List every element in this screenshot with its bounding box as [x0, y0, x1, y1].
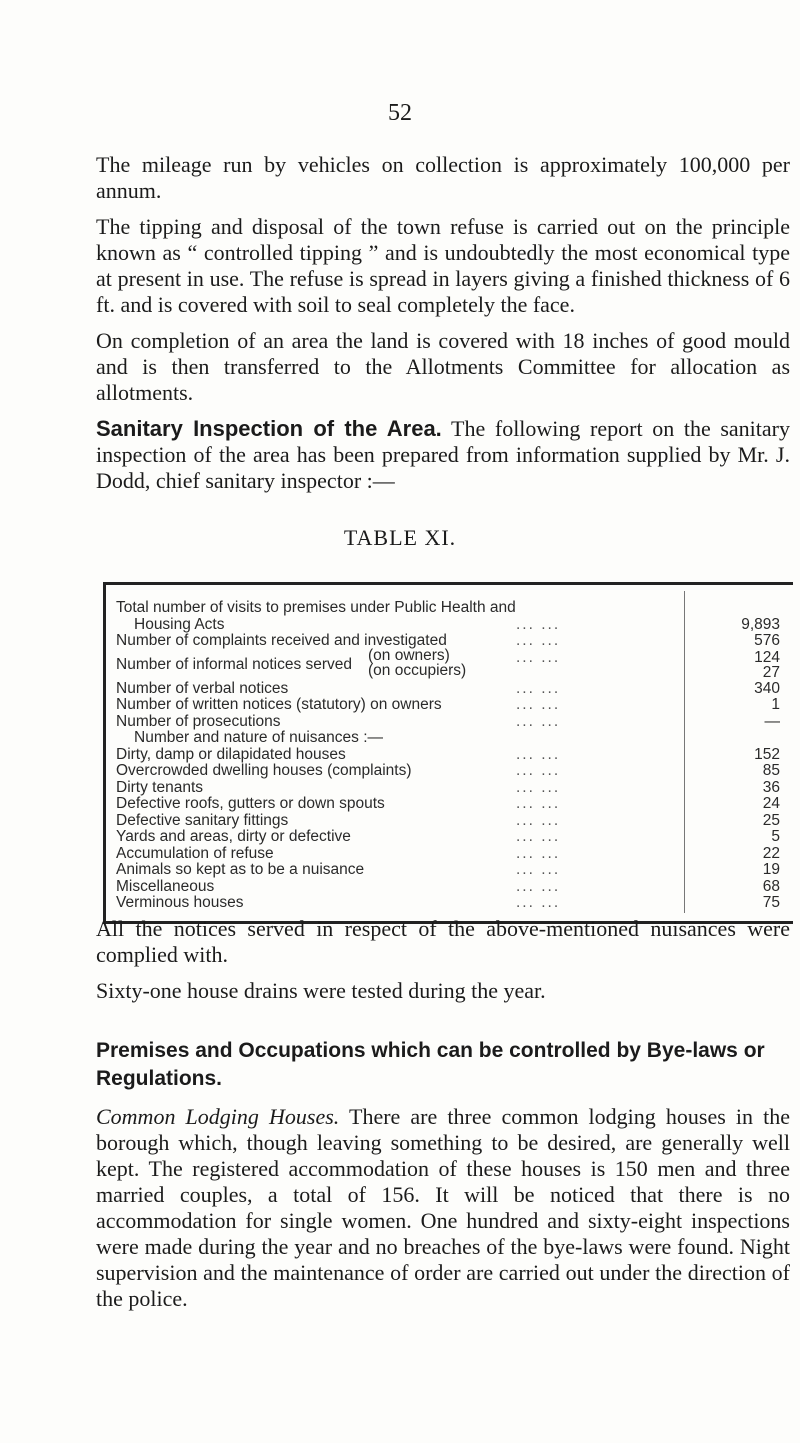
table-row — [116, 812, 786, 829]
row-label: Defective roofs, gutters or down spouts — [116, 795, 385, 812]
table-row — [116, 828, 786, 845]
paragraph-tipping: The tipping and disposal of the town refuse is carried out on the principle known as “ controlled tipping ” and is undoubtedly the most economical type at present in use. The refuse is spread in layers giving a finished thickness of 6 ft. and is covered with soil to seal completely the face. — [96, 214, 790, 317]
table-row — [116, 696, 786, 713]
leader-dots: ... ... — [516, 811, 561, 829]
premises-heading: Premises and Occupations which can be controlled by Bye-laws or Regulations. — [96, 1039, 765, 1090]
brace-group — [368, 646, 467, 679]
table-row — [116, 762, 786, 779]
row-value: 85 — [762, 762, 780, 779]
row-value: 340 — [754, 679, 780, 697]
brace-occupiers: (on occupiers) — [368, 661, 467, 679]
lodging-houses-heading: Common Lodging Houses. — [96, 1104, 340, 1129]
row-label: Number of complaints received and investigated — [116, 632, 447, 649]
row-value: 36 — [762, 778, 780, 796]
row-value: 576 — [754, 632, 780, 649]
row-label: Overcrowded dwelling houses (complaints) — [116, 762, 412, 779]
row-value: 68 — [762, 877, 780, 895]
leader-dots: ... ... — [516, 861, 561, 878]
paragraph-lodging-houses — [96, 1104, 790, 1312]
paragraph-sanitary-inspection — [96, 416, 790, 494]
row-label: Number of written notices (statutory) on owners — [116, 696, 442, 713]
leader-dots: ... ... — [516, 632, 561, 649]
row-label: Housing Acts — [134, 615, 225, 633]
table-row — [116, 680, 786, 697]
leader-dots: ... ... — [516, 894, 561, 911]
leader-dots: ... ... — [516, 828, 561, 845]
row-label: Number of prosecutions — [116, 712, 281, 730]
table-row — [116, 632, 786, 649]
row-label: Total number of visits to premises under Public Health and — [116, 599, 516, 616]
table-title: TABLE XI. — [343, 525, 457, 550]
row-label: Verminous houses — [116, 894, 244, 911]
row-label: Dirty, damp or dilapidated houses — [116, 745, 346, 763]
table-row — [116, 894, 786, 911]
table-row — [116, 599, 786, 616]
leader-dots: ... ... — [516, 762, 561, 779]
sanitary-inspection-heading: Sanitary Inspection of the Area. — [96, 416, 442, 441]
leader-dots: ... ... — [516, 615, 561, 633]
table-xi — [103, 582, 793, 924]
leader-dots: ... ... — [516, 648, 561, 666]
leader-dots: ... ... — [516, 844, 561, 862]
row-value: 152 — [754, 745, 780, 763]
row-value: 25 — [762, 811, 780, 829]
leader-dots: ... ... — [516, 745, 561, 763]
row-value: 22 — [762, 844, 780, 862]
row-label: Yards and areas, dirty or defective — [116, 828, 351, 845]
leader-dots: ... ... — [516, 712, 561, 730]
brace-owners: (on owners) — [368, 646, 450, 664]
leader-dots: ... ... — [516, 877, 561, 895]
table-body — [106, 585, 793, 921]
row-label: Accumulation of refuse — [116, 844, 274, 862]
row-value: 5 — [771, 828, 780, 845]
table-row — [116, 845, 786, 862]
row-value: — — [764, 712, 780, 730]
table-row — [116, 746, 786, 763]
table-row — [116, 779, 786, 796]
row-value: 75 — [762, 894, 780, 911]
row-label: Dirty tenants — [116, 778, 204, 796]
row-value: 24 — [762, 795, 780, 812]
row-value-secondary: 27 — [762, 663, 780, 681]
table-row — [116, 616, 786, 633]
table-row — [116, 729, 786, 746]
table-row — [116, 713, 786, 730]
lodging-houses-body: There are three common lodging houses in the borough which, though leaving something to be desired, are generally well kept. The registered accommodation of these houses is 150 men and three married couples, a total of 156. It will be noticed that there is no accommodation for single women. One hundred and sixty-eight inspections were made during the year and no breaches of the bye-laws were found. Night supervision and the maintenance of order are carried out under the direction of the police. — [96, 1104, 790, 1311]
page-number: 52 — [388, 100, 412, 126]
table-row — [116, 795, 786, 812]
row-label: Number of verbal notices — [116, 679, 289, 697]
row-label: Defective sanitary fittings — [116, 811, 289, 829]
leader-dots: ... ... — [516, 795, 561, 812]
table-row — [116, 646, 786, 681]
row-value: 1 — [771, 696, 780, 713]
table-row — [116, 878, 786, 895]
row-label: Number of informal notices served — [116, 655, 353, 673]
row-label: Number and nature of nuisances :— — [134, 729, 383, 746]
row-label: Animals so kept as to be a nuisance — [116, 861, 365, 878]
leader-dots: ... ... — [516, 679, 561, 697]
leader-dots: ... ... — [516, 696, 561, 713]
row-value: 19 — [762, 861, 780, 878]
paragraph-drains: Sixty-one house drains were tested during the year. — [96, 978, 546, 1003]
row-value: 124 — [754, 648, 780, 666]
paragraph-notices: All the notices served in respect of the above-mentioned nuisances were complied with. — [96, 916, 790, 967]
row-value: 9,893 — [741, 615, 780, 633]
paragraph-mileage: The mileage run by vehicles on collection is approximately 100,000 per annum. — [96, 152, 790, 203]
paragraph-completion: On completion of an area the land is covered with 18 inches of good mould and is then transferred to the Allotments Committee for allocation as allotments. — [96, 328, 790, 405]
leader-dots: ... ... — [516, 778, 561, 796]
table-row — [116, 861, 786, 878]
row-label: Miscellaneous — [116, 877, 215, 895]
sanitary-inspection-body: The following report on the sanitary inspection of the area has been prepared from information supplied by Mr. J. Dodd, chief sanitary inspector :— — [96, 416, 790, 493]
